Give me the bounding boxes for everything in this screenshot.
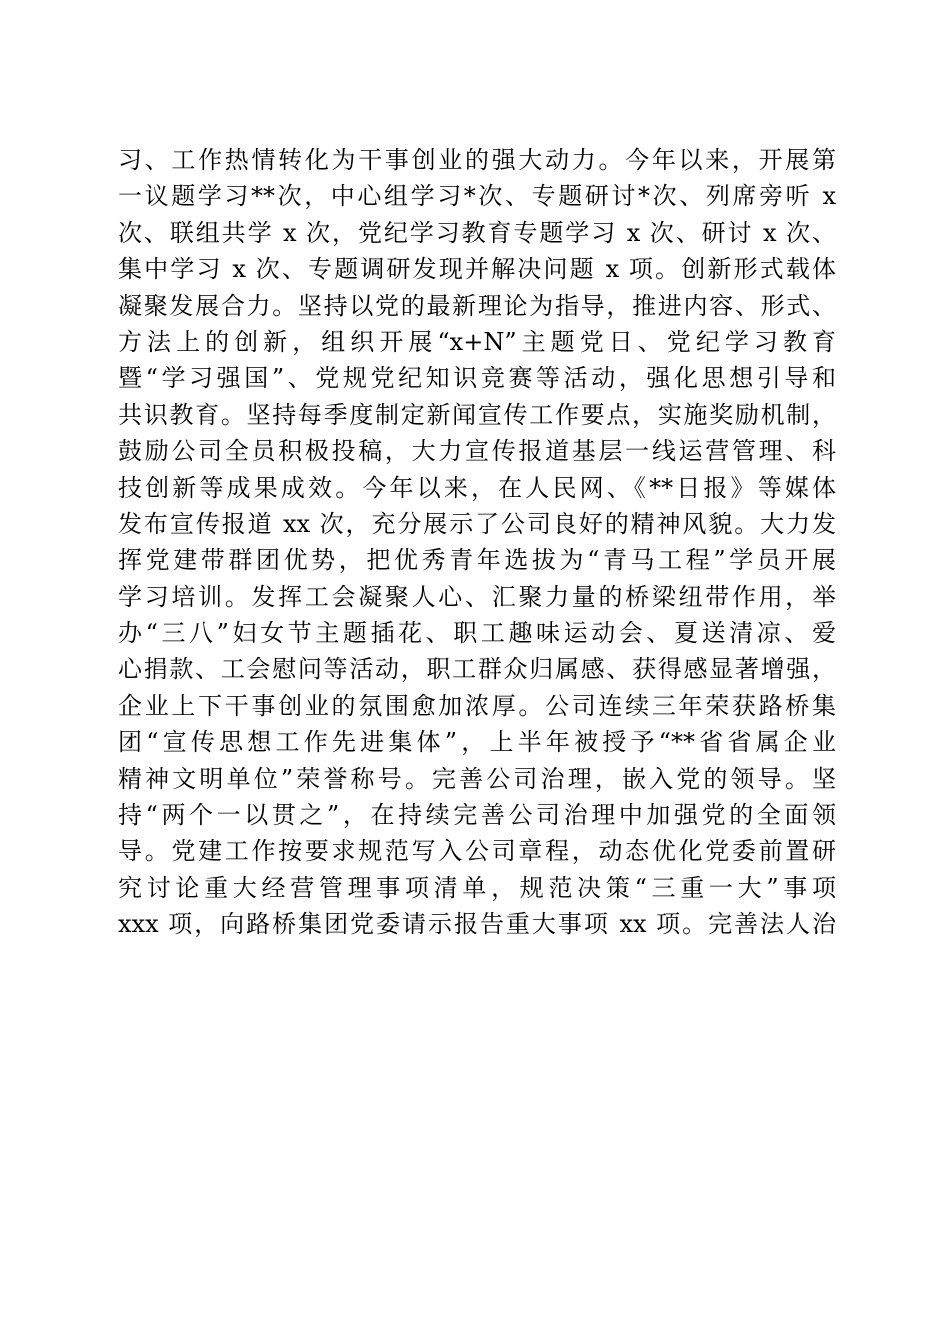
text-line-6: 方法上的创新，组织开展“x+N”主题党日、党纪学习教育: [118, 327, 836, 356]
text-line-7: 暨“学习强国”、党规党纪知识竞赛等活动，强化思想引导和: [118, 364, 836, 393]
text-line-16: 企业上下干事创业的氛围愈加浓厚。公司连续三年荣获路桥集: [118, 691, 836, 720]
text-line-8: 共识教育。坚持每季度制定新闻宣传工作要点，实施奖励机制，: [118, 400, 836, 429]
text-line-11: 发布宣传报道 xx 次，充分展示了公司良好的精神风貌。大力发: [118, 509, 836, 538]
text-line-5: 凝聚发展合力。坚持以党的最新理论为指导，推进内容、形式、: [118, 291, 836, 320]
text-line-13: 学习培训。发挥工会凝聚人心、汇聚力量的桥梁纽带作用，举: [118, 582, 836, 611]
text-line-10: 技创新等成果成效。今年以来，在人民网、《**日报》等媒体: [118, 473, 836, 502]
text-line-1: 习、工作热情转化为干事创业的强大动力。今年以来，开展第: [118, 146, 836, 174]
text-line-18: 精神文明单位”荣誉称号。完善公司治理，嵌入党的领导。坚: [118, 764, 836, 793]
text-line-3: 次、联组共学 x 次，党纪学习教育专题学习 x 次、研讨 x 次、: [118, 218, 836, 247]
text-line-19: 持“两个一以贯之”，在持续完善公司治理中加强党的全面领: [118, 801, 836, 830]
text-line-12: 挥党建带群团优势，把优秀青年选拔为“青马工程”学员开展: [118, 546, 836, 575]
text-line-14: 办“三八”妇女节主题插花、职工趣味运动会、夏送清凉、爱: [118, 619, 836, 648]
text-line-9: 鼓励公司全员积极投稿，大力宣传报道基层一线运营管理、科: [118, 437, 836, 466]
text-line-22: xxx 项，向路桥集团党委请示报告重大事项 xx 项。完善法人治: [118, 910, 836, 939]
text-line-21: 究讨论重大经营管理事项清单，规范决策“三重一大”事项: [118, 873, 836, 902]
text-line-20: 导。党建工作按要求规范写入公司章程，动态优化党委前置研: [118, 837, 836, 866]
text-line-17: 团“宣传思想工作先进集体”，上半年被授予“**省省属企业: [118, 728, 836, 757]
text-line-15: 心捐款、工会慰问等活动，职工群众归属感、获得感显著增强，: [118, 655, 836, 684]
body-paragraph: [118, 142, 848, 943]
text-line-4: 集中学习 x 次、专题调研发现并解决问题 x 项。创新形式载体: [118, 255, 836, 284]
text-line-2: 一议题学习**次，中心组学习*次、专题研讨*次、列席旁听 x: [118, 182, 836, 211]
